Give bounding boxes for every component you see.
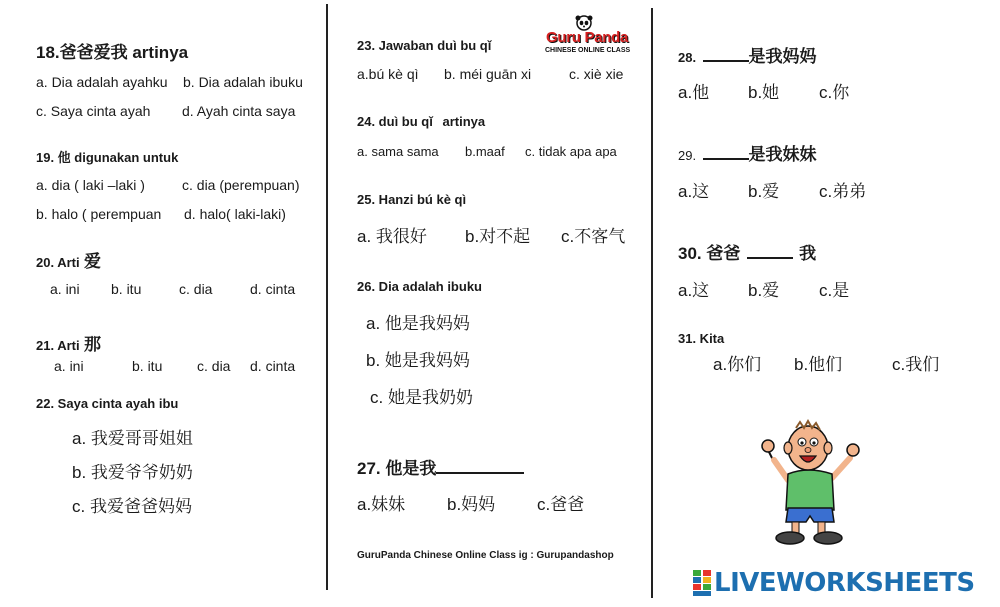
q21-title-prefix: 21. Arti [36,338,80,353]
q30-blank[interactable] [747,243,793,259]
q26-option-a[interactable]: a. 他是我妈妈 [366,314,470,333]
q29-option-a[interactable]: a.这 [678,182,710,201]
q28-option-c[interactable]: c.你 [819,83,850,102]
q25-option-b[interactable]: b.对不起 [465,227,531,246]
q18-option-c[interactable]: c. Saya cinta ayah [36,103,151,119]
q29-num: 29. [678,148,697,163]
q28-title-text: 是我妈妈 [748,47,817,66]
liveworksheets-logo-icon [692,569,712,597]
q21-title [36,330,101,355]
logo-line2: CHINESE ONLINE CLASS [545,47,631,54]
q24-title [357,114,485,129]
q22-option-b[interactable]: b. 我爱爷爷奶奶 [72,463,193,482]
q27-option-c[interactable]: c.爸爸 [537,495,585,514]
cartoon-boy-illustration [758,418,868,548]
q22-title: 22. Saya cinta ayah ibu [36,396,179,411]
q25-option-c[interactable]: c.不客气 [561,227,626,246]
q27-title [357,454,524,479]
q26-option-b[interactable]: b. 她是我妈妈 [366,351,470,370]
q24-title-suffix: artinya [442,114,486,129]
q28-title [678,42,817,67]
q27-title-text: 27. 他是我 [357,459,437,478]
logo-line1: Guru Panda [546,29,629,46]
q21-option-d[interactable]: d. cinta [250,358,296,374]
q20-title [36,247,101,272]
q22-option-a[interactable]: a. 我爱哥哥姐姐 [72,429,193,448]
q26-title: 26. Dia adalah ibuku [357,279,482,294]
q31-title: 31. Kita [678,331,725,346]
q18-option-d[interactable]: d. Ayah cinta saya [182,103,296,119]
q30-option-b[interactable]: b.爱 [748,281,780,300]
q18-option-a[interactable]: a. Dia adalah ayahku [36,74,168,90]
footer-credit: GuruPanda Chinese Online Class ig : Gurupandashop [357,550,614,561]
q25-title: 25. Hanzi bú kè qì [357,192,467,207]
q29-title [678,140,817,165]
q20-option-b[interactable]: b. itu [111,281,142,297]
q20-option-a[interactable]: a. ini [50,281,80,297]
guru-panda-logo [544,15,631,57]
q25-option-a[interactable]: a. 我很好 [357,227,427,246]
q21-option-b[interactable]: b. itu [132,358,163,374]
q24-option-a[interactable]: a. sama sama [357,144,439,159]
q28-option-a[interactable]: a.他 [678,83,710,102]
q30-prefix: 30. 爸爸 [678,244,741,263]
q23-title: 23. Jawaban duì bu qǐ [357,38,492,53]
q30-option-c[interactable]: c.是 [819,281,850,300]
q18-title: 18.爸爸爱我 artinya [36,43,189,62]
q21-title-char: 那 [84,335,102,354]
q19-option-d[interactable]: d. halo( laki-laki) [184,206,286,222]
q20-option-c[interactable]: c. dia [179,281,213,297]
q18-option-b[interactable]: b. Dia adalah ibuku [183,74,303,90]
q21-option-c[interactable]: c. dia [197,358,231,374]
q23-option-c[interactable]: c. xiè xie [569,66,624,82]
q30-option-a[interactable]: a.这 [678,281,710,300]
q20-option-d[interactable]: d. cinta [250,281,296,297]
q28-option-b[interactable]: b.她 [748,83,780,102]
q20-title-prefix: 20. Arti [36,255,80,270]
q19-option-c[interactable]: c. dia (perempuan) [182,177,300,193]
q29-blank[interactable] [703,144,749,160]
q19-option-a[interactable]: a. dia ( laki –laki ) [36,177,145,193]
liveworksheets-brand [692,568,975,598]
q24-option-b[interactable]: b.maaf [465,144,505,159]
q23-option-a[interactable]: a.bú kè qì [357,66,419,82]
q28-blank[interactable] [703,46,749,62]
q27-option-b[interactable]: b.妈妈 [447,495,496,514]
q20-title-char: 爱 [84,252,102,271]
q29-title-text: 是我妹妹 [748,145,817,164]
q27-option-a[interactable]: a.妹妹 [357,495,406,514]
q30-title [678,239,816,264]
column-divider-right [651,8,653,598]
q23-option-b[interactable]: b. méi guān xi [444,66,532,82]
q29-option-b[interactable]: b.爱 [748,182,780,201]
q27-blank[interactable] [436,458,524,474]
liveworksheets-wordmark[interactable]: LIVEWORKSHEETS [714,568,975,598]
q31-option-c[interactable]: c.我们 [892,355,940,374]
q19-title: 19. 他 digunakan untuk [36,150,179,165]
column-divider-left [326,4,328,590]
q21-option-a[interactable]: a. ini [54,358,84,374]
q24-option-c[interactable]: c. tidak apa apa [525,144,617,159]
q29-option-c[interactable]: c.弟弟 [819,182,867,201]
q24-title-main: 24. duì bu qǐ [357,114,433,129]
q19-option-b[interactable]: b. halo ( perempuan [36,206,162,222]
q31-option-b[interactable]: b.他们 [794,355,843,374]
q30-suffix: 我 [799,244,817,263]
q22-option-c[interactable]: c. 我爱爸爸妈妈 [72,497,192,516]
q31-option-a[interactable]: a.你们 [713,355,762,374]
q28-num: 28. [678,50,697,65]
q26-option-c[interactable]: c. 她是我奶奶 [370,388,473,407]
